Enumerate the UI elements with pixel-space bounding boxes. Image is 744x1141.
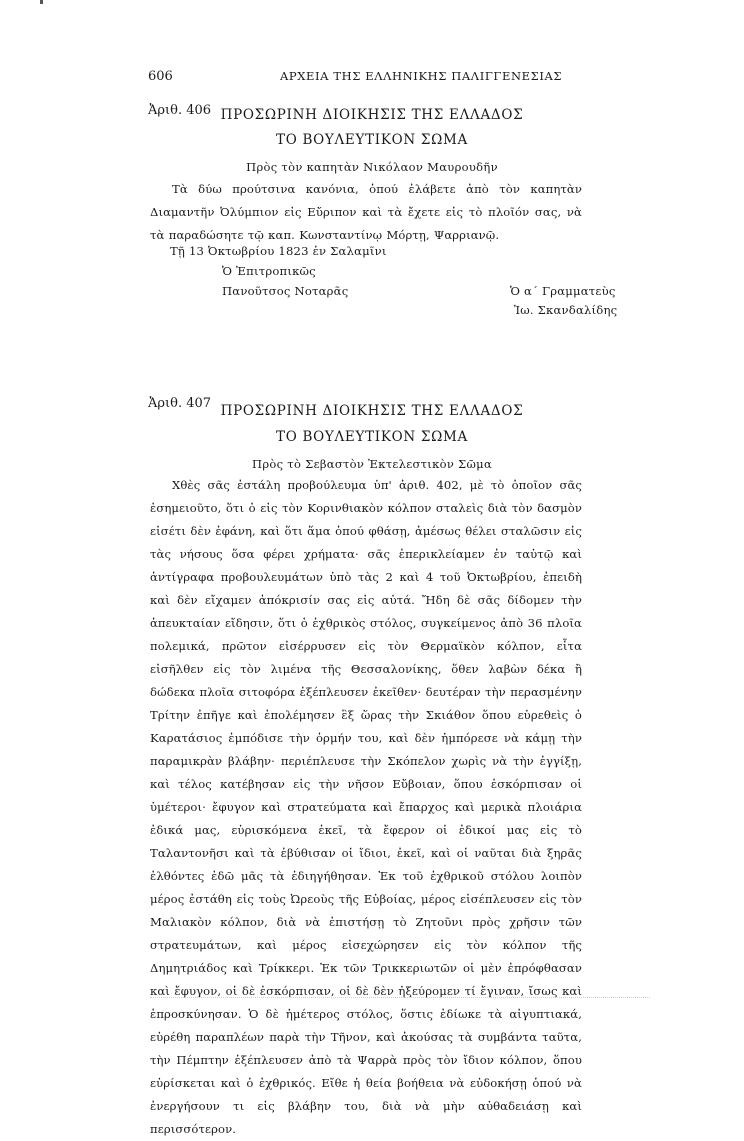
signatory-name: Ἰω. Σκανδαλίδης: [514, 303, 618, 317]
page-divider: [150, 997, 650, 998]
signatory-name: Πανοῦτσος Νοταρᾶς: [222, 284, 349, 298]
scan-mark: [40, 0, 43, 4]
document-recipient: Πρὸς τὸν καπητὰν Νικόλαον Μαυρουδῆν: [246, 160, 498, 174]
document-body: Τὰ δύω προύτσινα κανόνια, ὁπού ἐλάβετε ἀπὸ τὸν καπητὰν Διαμαντῆν Ὀλύμπιον εἰς Εὔριπον καὶ τὰ ἔχετε εἰς τὸ πλοῖόν σας, νὰ τὰ παραδώσητε τῷ καπ. Κωνσταντίνῳ Μόρτῃ, Ψαρριανῷ.: [150, 182, 582, 242]
document-number: Ἀριθ. 407: [148, 396, 212, 411]
document-subheading: ΤΟ ΒΟΥΛΕΥΤΙΚΟΝ ΣΩΜΑ: [276, 132, 468, 148]
page-number: 606: [148, 69, 173, 84]
running-head: ΑΡΧΕΙΑ ΤΗΣ ΕΛΛΗΝΙΚΗΣ ΠΑΛΙΓΓΕΝΕΣΙΑΣ: [280, 69, 563, 83]
document-recipient: Πρὸς τὸ Σεβαστὸν Ἐκτελεστικὸν Σῶμα: [251, 457, 493, 471]
signatory-title: Ὁ α΄ Γραμματεὺς: [510, 284, 616, 298]
signatory-title: Ὁ Ἐπιτροπικῶς: [222, 264, 316, 278]
document-number: Ἀριθ. 406: [148, 103, 212, 118]
document-heading: ΠΡΟΣΩΡΙΝΗ ΔΙΟΙΚΗΣΙΣ ΤΗΣ ΕΛΛΑΔΟΣ: [220, 107, 524, 123]
document-date: Τῇ 13 Ὀκτωβρίου 1823 ἐν Σαλαμῖνι: [170, 244, 387, 258]
document-body: Χθὲς σᾶς ἐστάλη προβούλευμα ὑπ' ἀριθ. 402, μὲ τὸ ὁποῖον σᾶς ἐσημειοῦτο, ὅτι ὁ εἰς τὸν Κορινθιακὸν κόλπον σταλεὶς διὰ τὸν δασμὸν εἰσέτι δὲν ἐφάνη, καὶ ὅτι ἅμα ὁπού φθάσῃ, ἀμέσως θέλει σταλῶσιν εἰς τὰς νήσους ὅσα φέρει χρήματα· σᾶς ἐπερικλείαμεν ἐν ταὐτῷ καὶ ἀντίγραφα προβουλευμάτων ὑπὸ τὰς 2 καὶ 4 τοῦ Ὀκτωβρίου, ἐπειδὴ καὶ δὲν εἴχαμεν ἀπόκρισίν σας εἰς αὐτά. Ἤδη δὲ σᾶς δίδομεν τὴν ἀπευκταίαν εἴδησιν, ὅτι ὁ ἐχθρικὸς στόλος, συγκείμενος ἀπὸ 36 πλοῖα πολεμικά, πρῶτον εἰσέρρυσεν εἰς τὸν Θερμαϊκὸν κόλπον, εἶτα εἰσῆλθεν εἰς τὸν λιμένα τῆς Θεσσαλονίκης, ὅθεν λαβὼν δέκα ἢ δώδεκα πλοῖα σιτοφόρα ἐξέπλευσεν ἐκεῖθεν· δευτέραν τὴν περασμένην Τρίτην ἐπῆγε καὶ ἐπολέμησεν ἓξ ὥρας τὴν Σκιάθον ὅπου εὑρεθεὶς ὁ Καρατάσιος ἐμπόδισε τὴν ὁρμήν του, καὶ δὲν ἠμπόρεσε νὰ κάμῃ τὴν παραμικρὰν βλάβην· περιέπλευσε τὴν Σκόπελον χωρὶς νὰ τὴν ἐγγίξῃ, καὶ τέλος κατέβησαν εἰς τὴν νῆσον Εὔβοιαν, ὅπου ἐσκόρπισαν οἱ ὑμέτεροι· ἔφυγον καὶ στρατεύματα καὶ ἔπαρχος καὶ μερικὰ πλοιάρια ἐδικά μας, εὑρισκόμενα ἐκεῖ, τὰ ἔφερον οἱ ἐδικοί μας εἰς τὸ Ταλαντονῆσι καὶ τὰ ἐβύθισαν οἱ ἴδιοι, ἐκεῖ, καὶ οἱ ναῦται διὰ ξηρᾶς ἐλθόντες ἐδῶ μᾶς τὰ ἐδιηγήθησαν. Ἐκ τοῦ ἐχθρικοῦ στόλου λοιπὸν μέρος ἐστάθη εἰς τοὺς Ὠρεοὺς τῆς Εὐβοίας, μέρος εἰσέπλευσεν εἰς τὸν Μαλιακὸν κόλπον, διὰ νὰ ἐπιστήσῃ τὸ Ζητοῦνι πρὸς χρῆσιν τῶν στρατευμάτων, καὶ μέρος εἰσεχώρησεν εἰς τὸν κόλπον τῆς Δημητριάδος καὶ Τρίκκερι. Ἐκ τῶν Τρικκεριωτῶν οἱ μὲν ἐπρόφθασαν καὶ ἔφυγον, οἱ δὲ ἐσκόρπισαν, οἱ δὲ δὲν ἠξεύρομεν τί ἔγιναν, ἴσως καὶ ἐπροσκύνησαν. Ὁ δὲ ἡμέτερος στόλος, ὅστις ἐδίωκε τὰ αἰγυπτιακά, εὑρέθη παραπλέων παρὰ τὴν Τῆνον, καὶ ἀκούσας τὰ συμβάντα ταῦτα, τὴν Πέμπτην ἐξέπλευσεν ἀπὸ τὰ Ψαρρὰ πρὸς τὸν ἴδιον κόλπον, ὅπου εὑρίσκεται καὶ ὁ ἐχθρικός. Εἴθε ἡ θεία βοήθεια νὰ εὐδοκήσῃ ὁπού νὰ ἐνεργήσουν τι εἰς βλάβην του, διὰ νὰ μὴν αὐθαδειάσῃ καὶ περισσότερον.: [150, 478, 582, 1136]
document-subheading: ΤΟ ΒΟΥΛΕΥΤΙΚΟΝ ΣΩΜΑ: [276, 429, 468, 445]
document-heading: ΠΡΟΣΩΡΙΝΗ ΔΙΟΙΚΗΣΙΣ ΤΗΣ ΕΛΛΑΔΟΣ: [220, 403, 524, 419]
